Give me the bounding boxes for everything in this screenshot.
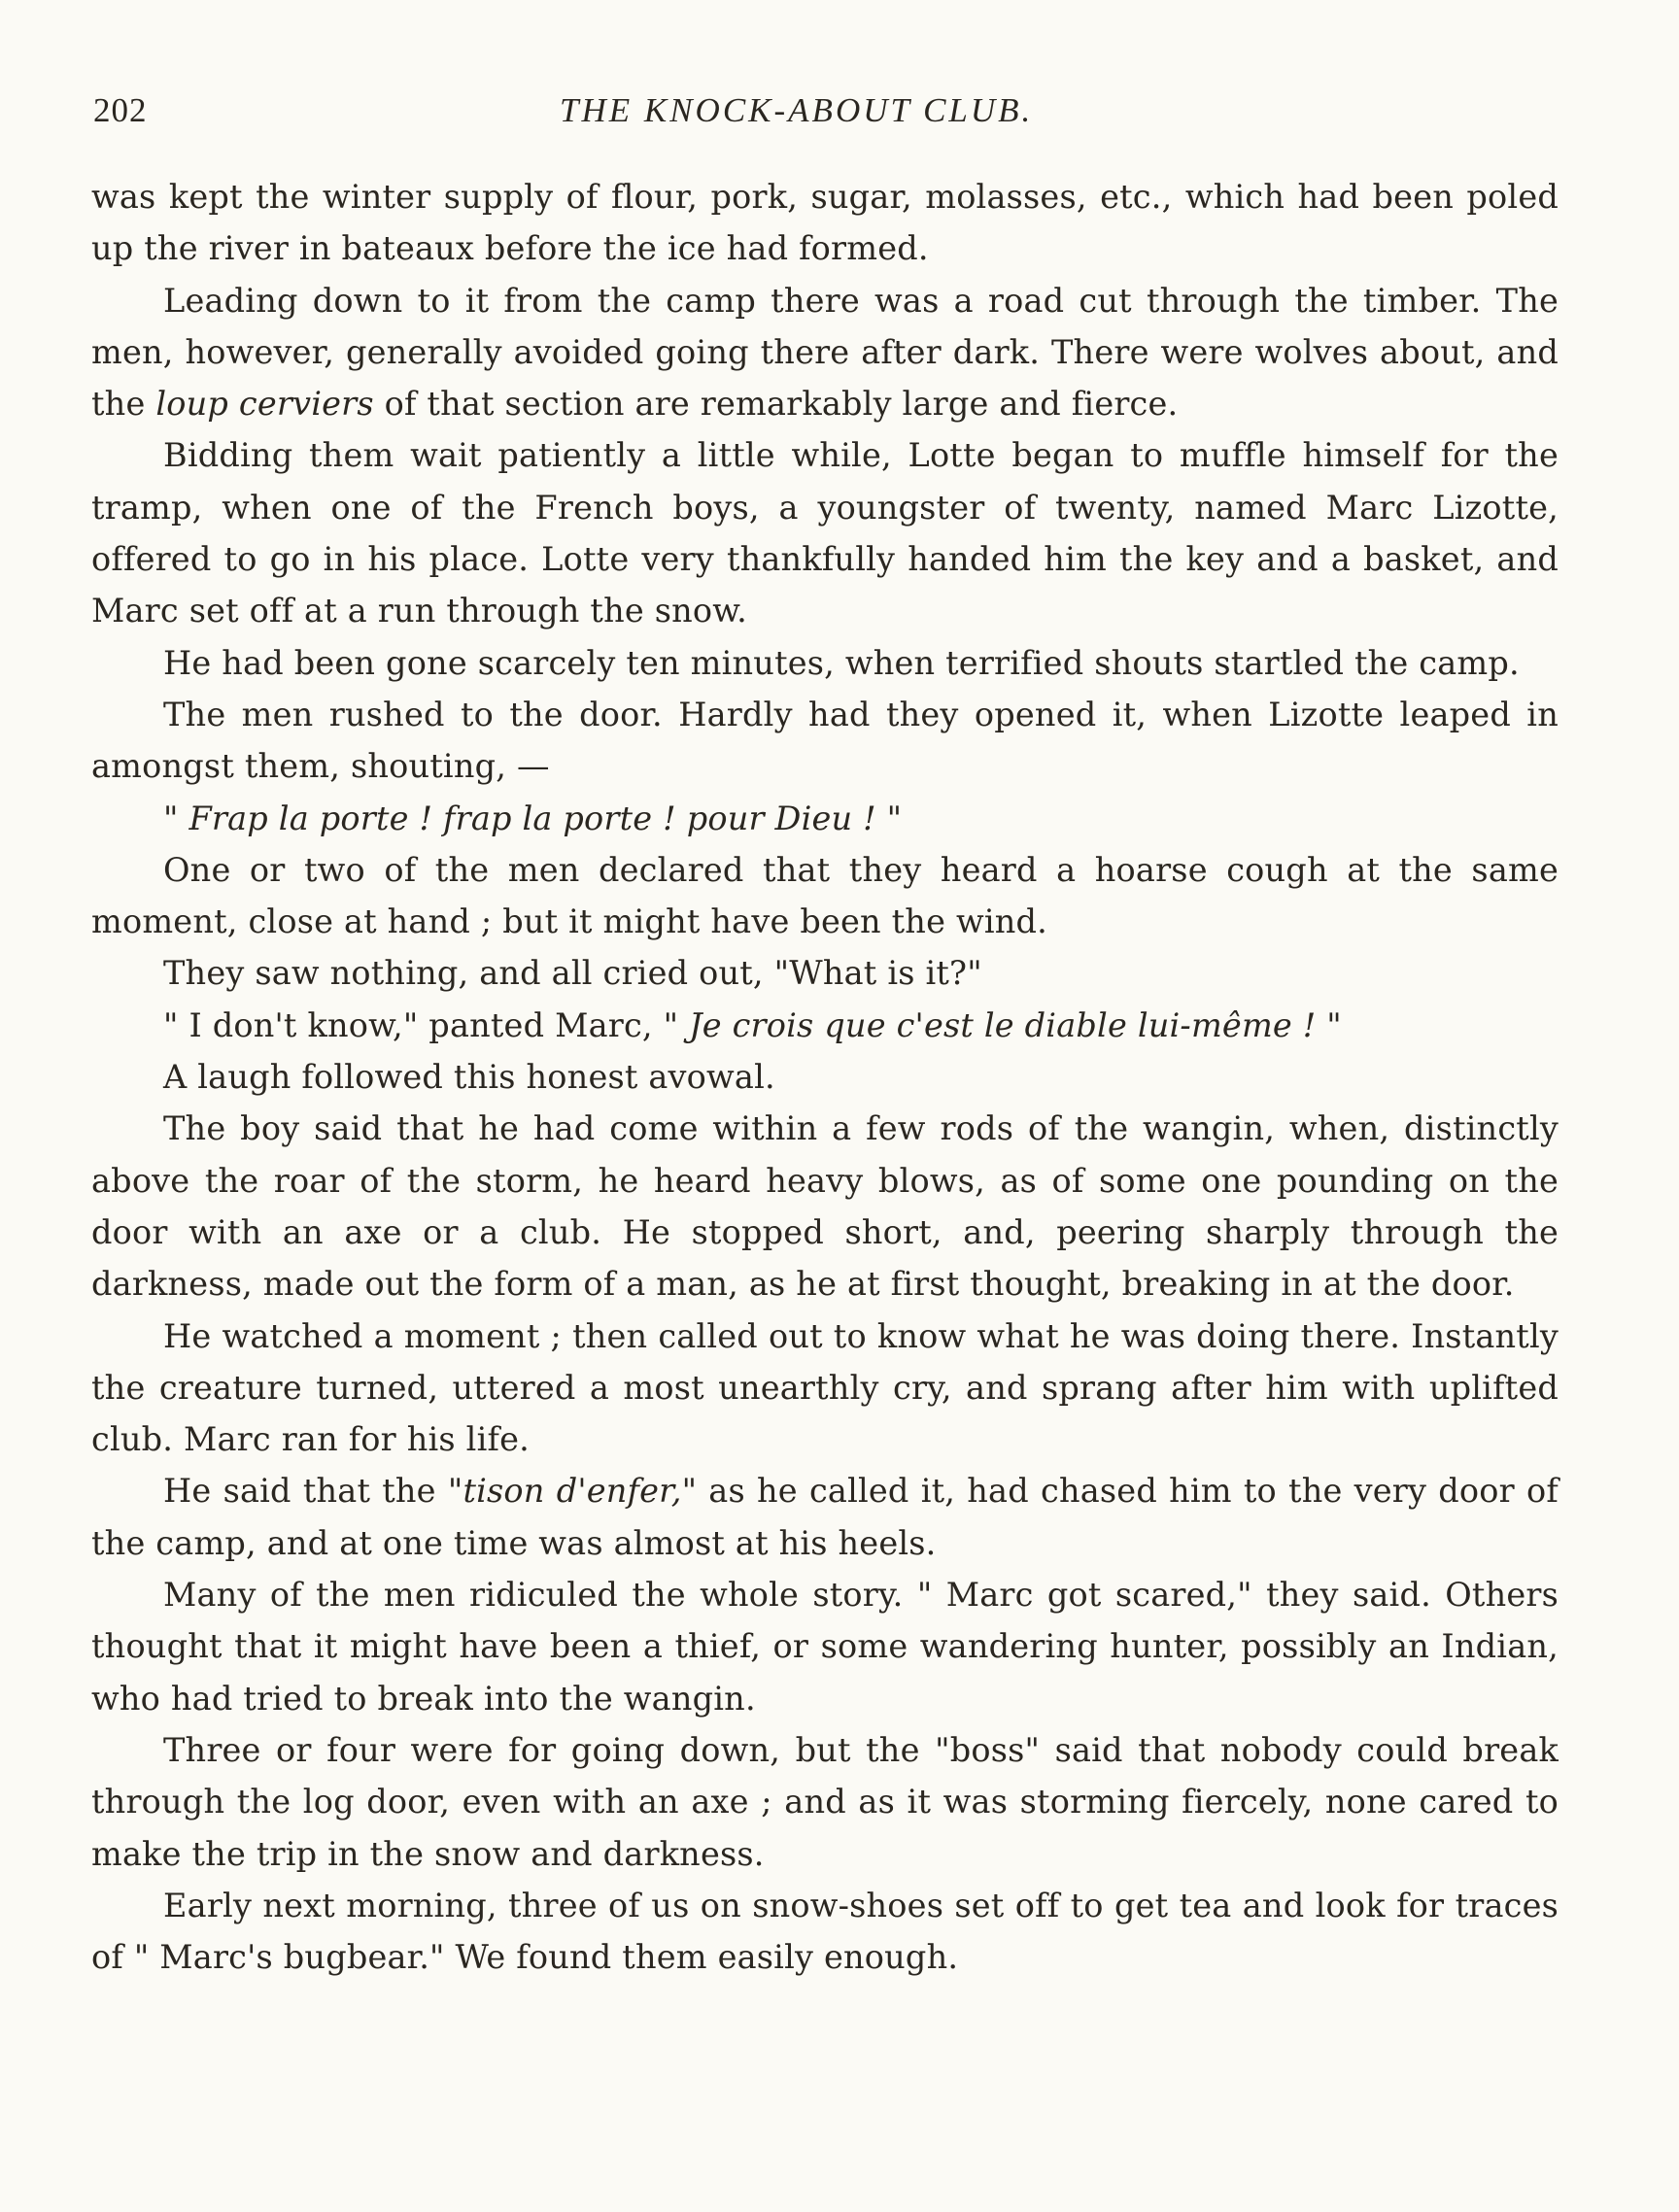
- paragraph-1: was kept the winter supply of flour, pork, sugar, molasses, etc., which had been poled up the river in bateaux before the ice had formed.: [91, 178, 1559, 268]
- paragraph-2-text-b: of that section are remarkably large and fierce.: [373, 385, 1179, 424]
- paragraph-2-italic: loup cerviers: [155, 385, 374, 424]
- paragraph-5: The men rushed to the door. Hardly had they opened it, when Lizotte leaped in amongst them, shouting, —: [91, 695, 1559, 786]
- paragraph-9-text-b: ": [1316, 1005, 1342, 1044]
- body-text: [91, 171, 1559, 1983]
- paragraph-4: He had been gone scarcely ten minutes, when terrified shouts startled the camp.: [163, 643, 1520, 682]
- paragraph-3: Bidding them wait patiently a little while, Lotte began to muffle himself for the tramp, when one of the French boys, a youngster of twenty, named Marc Lizotte, offered to go in his place. Lotte very thankfully handed him the key and a basket, and Marc set off at a run through the snow.: [91, 436, 1559, 630]
- paragraph-2-text-a: Leading down to it from the camp there was a road cut through the timber. The men, however, generally avoided going there after dark. There were wolves about, and the: [91, 281, 1559, 424]
- paragraph-2: [91, 275, 1559, 430]
- paragraph-13: [91, 1465, 1559, 1569]
- paragraph-7: One or two of the men declared that they heard a hoarse cough at the same moment, close at hand ; but it might have been the wind.: [91, 850, 1559, 941]
- paragraph-6-open-quote: ": [163, 799, 189, 837]
- paragraph-8: They saw nothing, and all cried out, "What is it?": [163, 954, 982, 993]
- paragraph-9: [91, 1000, 1559, 1051]
- paragraph-13-text-b: " as he called it, had chased him to the very door of the camp, and at one time was almost at his heels.: [91, 1472, 1559, 1562]
- paragraph-11: The boy said that he had come within a few rods of the wangin, when, distinctly above the roar of the storm, he heard heavy blows, as of some one pounding on the door with an axe or a club. He stopped short, and, peering sharply through the darkness, made out the form of a man, as he at first thought, breaking in at the door.: [91, 1109, 1559, 1304]
- paragraph-9-text-a: " I don't know," panted Marc, ": [163, 1005, 690, 1044]
- running-title: THE KNOCK-ABOUT CLUB.: [560, 91, 1034, 129]
- paragraph-6-italic: Frap la porte ! frap la porte ! pour Dieu !: [188, 799, 876, 837]
- paragraph-15: Three or four were for going down, but the "boss" said that nobody could break through the log door, even with an axe ; and as it was storming fiercely, none cared to make the trip in the snow and darkness.: [91, 1730, 1559, 1873]
- paragraph-9-italic: Je crois que c'est le diable lui-même !: [689, 1005, 1317, 1044]
- paragraph-16: Early next morning, three of us on snow-shoes set off to get tea and look for traces of " Marc's bugbear." We found them easily enough.: [91, 1886, 1559, 1977]
- page-number: 202: [93, 91, 148, 129]
- paragraph-6-close-quote: ": [875, 799, 903, 837]
- paragraph-6: [91, 793, 1559, 844]
- paragraph-13-text-a: He said that the ": [163, 1472, 463, 1511]
- paragraph-13-italic: tison d'enfer,: [463, 1472, 682, 1511]
- running-head: [93, 91, 1562, 140]
- paragraph-10: A laugh followed this honest avowal.: [163, 1058, 775, 1097]
- paragraph-12: He watched a moment ; then called out to know what he was doing there. Instantly the creature turned, uttered a most unearthly cry, and sprang after him with uplifted club. Marc ran for his life.: [91, 1316, 1559, 1459]
- paragraph-14: Many of the men ridiculed the whole story. " Marc got scared," they said. Others thought that it might have been a thief, or some wandering hunter, possibly an Indian, who had tried to break into the wangin.: [91, 1576, 1559, 1718]
